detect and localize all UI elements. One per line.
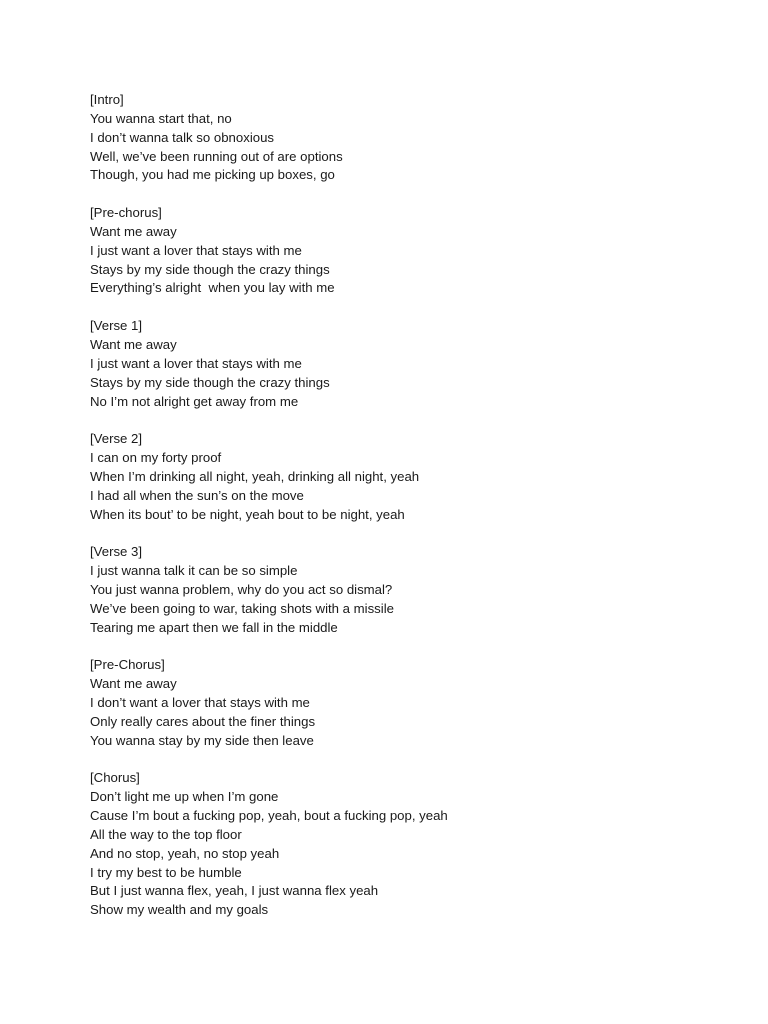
lyric-line: Well, we’ve been running out of are options: [90, 148, 343, 164]
lyric-line: Though, you had me picking up boxes, go: [90, 167, 335, 183]
lyric-line: You just wanna problem, why do you act so dismal?: [90, 581, 393, 597]
lyric-line: I had all when the sun’s on the move: [90, 487, 304, 503]
section-heading: [Verse 1]: [90, 318, 143, 334]
lyric-line: I try my best to be humble: [90, 864, 242, 880]
lyric-line: You wanna start that, no: [90, 110, 232, 126]
section-verse-1: [90, 317, 730, 411]
lyric-line: All the way to the top floor: [90, 826, 242, 842]
lyric-line: Want me away: [90, 223, 177, 239]
lyric-line: We’ve been going to war, taking shots with a missile: [90, 600, 394, 616]
section-verse-2: [90, 430, 730, 524]
lyric-line: No I’m not alright get away from me: [90, 393, 299, 409]
section-heading: [Intro]: [90, 92, 124, 107]
section-chorus: [90, 769, 730, 920]
lyric-line: And no stop, yeah, no stop yeah: [90, 845, 280, 861]
lyric-line: I don’t wanna talk so obnoxious: [90, 129, 275, 145]
lyric-line: I just wanna talk it can be so simple: [90, 563, 298, 579]
section-heading: [Verse 3]: [90, 544, 143, 560]
lyric-line: Tearing me apart then we fall in the middle: [90, 619, 338, 635]
lyric-line: Don’t light me up when I’m gone: [90, 789, 279, 805]
lyric-line: I can on my forty proof: [90, 450, 222, 466]
section-intro: [90, 91, 730, 185]
section-heading: [Pre-chorus]: [90, 205, 162, 221]
lyric-line: I just want a lover that stays with me: [90, 242, 302, 258]
lyric-line: But I just wanna flex, yeah, I just wanna flex yeah: [90, 883, 379, 899]
lyric-line: Stays by my side though the crazy things: [90, 374, 330, 390]
lyrics-document: [90, 91, 730, 939]
lyric-line: Everything’s alright when you lay with me: [90, 280, 335, 296]
lyric-line: Only really cares about the finer things: [90, 713, 316, 729]
lyric-line: Cause I’m bout a fucking pop, yeah, bout a fucking pop, yeah: [90, 808, 448, 824]
section-heading: [Chorus]: [90, 770, 140, 786]
lyric-line: I just want a lover that stays with me: [90, 355, 302, 371]
section-verse-3: [90, 543, 730, 637]
lyric-line: I don’t want a lover that stays with me: [90, 695, 310, 710]
section-pre-chorus: [90, 204, 730, 298]
lyric-line: You wanna stay by my side then leave: [90, 732, 314, 748]
lyric-line: Want me away: [90, 676, 177, 692]
section-pre-chorus-2: [90, 656, 730, 750]
lyric-line: Want me away: [90, 336, 177, 352]
lyric-line: When its bout’ to be night, yeah bout to be night, yeah: [90, 506, 405, 522]
lyric-line: Show my wealth and my goals: [90, 902, 269, 918]
section-heading: [Pre-Chorus]: [90, 657, 165, 673]
section-heading: [Verse 2]: [90, 431, 143, 447]
lyric-line: When I’m drinking all night, yeah, drinking all night, yeah: [90, 468, 420, 484]
lyric-line: Stays by my side though the crazy things: [90, 261, 330, 277]
